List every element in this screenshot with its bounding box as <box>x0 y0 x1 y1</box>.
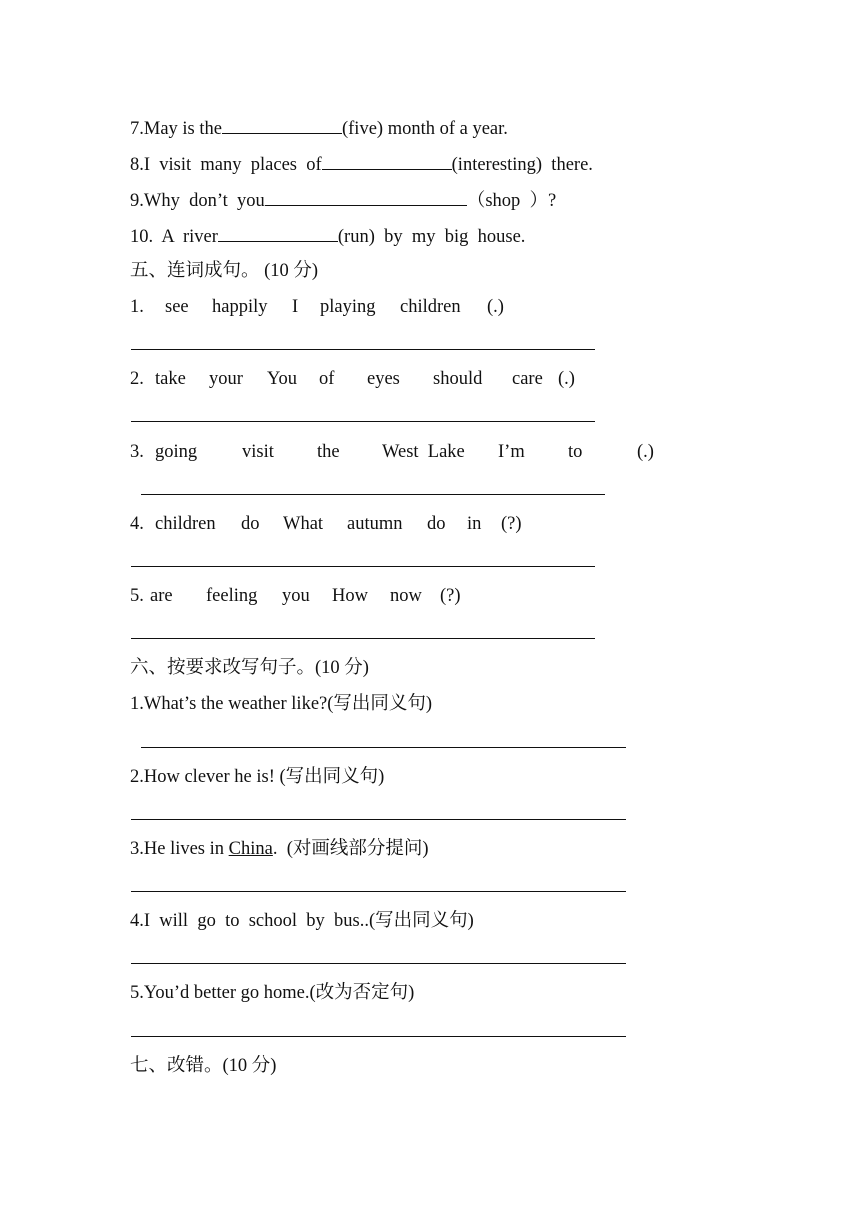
question-number: 3. <box>130 442 144 462</box>
word: (?) <box>501 514 522 534</box>
word: of <box>319 369 335 389</box>
answer-blank[interactable] <box>222 115 342 134</box>
word: you <box>282 586 310 606</box>
rewrite-question-2: 2.How clever he is! (写出同义句) <box>130 767 385 787</box>
word: How <box>332 586 368 606</box>
word: going <box>155 442 198 462</box>
answer-line[interactable] <box>131 421 595 422</box>
answer-line[interactable] <box>131 819 626 820</box>
question-number: 5. <box>130 586 144 606</box>
word: the <box>317 442 340 462</box>
question-text: 8.I visit many places of <box>130 155 322 175</box>
word: (.) <box>637 442 654 462</box>
reorder-question-5 <box>130 584 461 608</box>
word: do <box>241 514 260 534</box>
word: are <box>150 586 173 606</box>
word: your <box>209 369 243 389</box>
fill-question-9 <box>130 187 556 213</box>
question-number: 2. <box>130 369 144 389</box>
section-6-title: 六、按要求改写句子。(10 分) <box>130 658 369 678</box>
word: You <box>267 369 298 389</box>
word: now <box>390 586 422 606</box>
word: visit <box>242 442 274 462</box>
reorder-question-4 <box>130 512 522 536</box>
word: (?) <box>440 586 461 606</box>
word: children <box>155 514 216 534</box>
rewrite-question-4: 4.I will go to school by bus..(写出同义句) <box>130 911 474 931</box>
word: to <box>568 442 583 462</box>
underlined-word: China <box>228 839 273 859</box>
question-text: (interesting) there. <box>451 155 593 175</box>
answer-line[interactable] <box>141 747 626 748</box>
reorder-question-2 <box>130 367 575 391</box>
rewrite-question-1: 1.What’s the weather like?(写出同义句) <box>130 694 433 714</box>
word: take <box>155 369 186 389</box>
question-text: 7.May is the <box>130 119 222 139</box>
question-number: 1. <box>130 297 144 317</box>
word: eyes <box>367 369 400 389</box>
question-text: 10. A river <box>130 227 218 247</box>
rewrite-question-3 <box>130 837 429 861</box>
answer-line[interactable] <box>131 891 626 892</box>
section-5-title: 五、连词成句。 (10 分) <box>130 261 319 281</box>
word: children <box>400 297 461 317</box>
answer-line[interactable] <box>131 566 595 567</box>
word: I’m <box>498 442 525 462</box>
question-text: （shop ）? <box>466 191 557 211</box>
word: West Lake <box>382 442 465 462</box>
word: I <box>292 297 299 317</box>
word: (.) <box>558 369 575 389</box>
word: do <box>427 514 446 534</box>
word: feeling <box>206 586 258 606</box>
answer-line[interactable] <box>131 1036 626 1037</box>
answer-blank[interactable] <box>265 187 467 206</box>
answer-line[interactable] <box>141 494 605 495</box>
word: care <box>512 369 543 389</box>
question-text: (run) by my big house. <box>337 227 526 247</box>
question-text: 9.Why don’t you <box>130 191 265 211</box>
word: see <box>165 297 189 317</box>
section-7-title: 七、改错。(10 分) <box>130 1056 277 1076</box>
answer-blank[interactable] <box>322 151 452 170</box>
answer-blank[interactable] <box>218 223 338 242</box>
word: What <box>283 514 324 534</box>
word: (.) <box>487 297 504 317</box>
word: playing <box>320 297 376 317</box>
question-text: (five) month of a year. <box>341 119 508 139</box>
answer-line[interactable] <box>131 638 595 639</box>
answer-line[interactable] <box>131 963 626 964</box>
word: autumn <box>347 514 403 534</box>
word: in <box>467 514 482 534</box>
question-number: 4. <box>130 514 144 534</box>
fill-question-10 <box>130 223 525 249</box>
answer-line[interactable] <box>131 349 595 350</box>
fill-question-7 <box>130 115 508 141</box>
question-text: 3.He lives in <box>130 839 229 859</box>
reorder-question-3 <box>130 440 654 464</box>
word: should <box>433 369 483 389</box>
fill-question-8 <box>130 151 593 177</box>
reorder-question-1 <box>130 295 504 319</box>
word: happily <box>212 297 268 317</box>
rewrite-question-5: 5.You’d better go home.(改为否定句) <box>130 983 415 1003</box>
question-text: . (对画线部分提问) <box>272 839 429 859</box>
